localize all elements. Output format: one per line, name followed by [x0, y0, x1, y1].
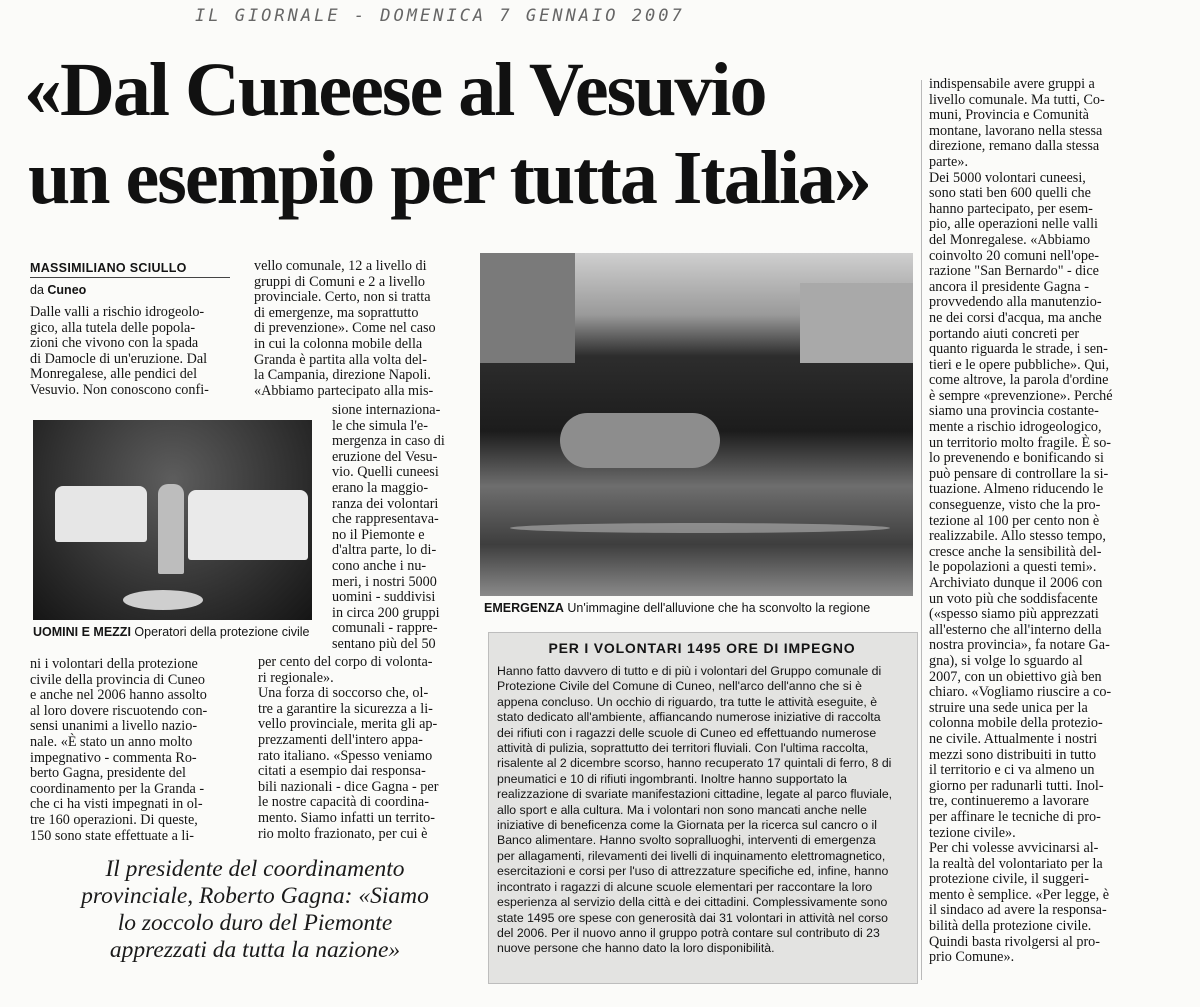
byline: MASSIMILIANO SCIULLO [30, 261, 230, 278]
handwritten-source-note: IL GIORNALE - DOMENICA 7 GENNAIO 2007 [195, 6, 685, 26]
column-1-top-text: Dalle valli a rischio idrogeolo- gico, alla tutela delle popola- zioni che vivono con la spada di Damocle di un'eruzione. Dal Monregalese, alle pendici del Vesuvio. Non conoscono confi- [30, 305, 209, 398]
photo-flood-rescue [480, 253, 913, 596]
photo1-caption [33, 625, 310, 639]
sidebar-body: Hanno fatto davvero di tutto e di più i volontari del Gruppo comunale di Protezione Civile del Comune di Cuneo, nell'arco dell'anno che si è appena concluso. Un occhio di riguardo, tra tutte le attività eseguite, è stato dedicato all'ambiente, affiancando numerose iniziative di raccolta dei rifiuti con i ragazzi delle scuole di Cuneo ed effettuando numerose attività di pulizia, soprattutto dei territori fluviali. Con l'ultima raccolta, risalente al 2 dicembre scorso, hanno recuperato 17 quintali di ferro, 8 di pneumatici e 10 di rifiuti ingombranti. Inoltre hanno supportato la realizzazione di svariate manifestazioni cittadine, legate al parco fluviale, allo sport e alla cultura. Ma i volontari non sono mancati anche nelle iniziative di beneficenza come la Giornata per la ricerca sul cancro o il Banco alimentare. Hanno svolto sopralluoghi, interventi di emergenza per allagamenti, rilevamenti dei livelli di inquinamento elettromagnetico, esercitazioni e corsi per l'uso di attrezzature specifiche ed, infine, hanno incontrato i ragazzi di alcune scuole elementari per raccontare la loro esperienza al servizio della città e dei cittadini. Complessivamente sono state 1495 ore spese con generosità dai 31 volontari in attività nel corso del 2006. Per il nuovo anno il gruppo potrà contare sul contributo di 23 nuove persone che hanno dato la loro disponibilità. [497, 664, 893, 956]
dateline-place: Cuneo [47, 283, 87, 297]
photo-rescue-boat [560, 413, 720, 468]
dateline-prefix: da [30, 283, 44, 297]
photo-building-left [480, 253, 575, 363]
photo-building-right [800, 283, 913, 363]
column-2-bottom-text: per cento del corpo di volonta- ri regionale». Una forza di soccorso che, ol- tre a garantire la sicurezza a li- vello provinciale, merita gli ap- prezzamenti dell'intero appa- rato italiano. «Spesso veniamo citati a esempio dai responsa- bili nazionali - dice Gagna - per le nostre capacità di coordina- mento. Siamo infatti un territo- rio molto frazionato, per cui è [258, 655, 439, 842]
column-2-narrow-text: sione internaziona- le che simula l'e- mergenza in caso di eruzione del Vesu- vio. Quelli cuneesi erano la maggio- ranza dei volontari che rappresentava- no il Piemonte e d'altra parte, lo di- cono anche i nu- meri, i nostri 5000 uomini - suddivisi in circa 200 gruppi comunali - rappre- sentano più del 50 [332, 403, 445, 652]
photo-vehicle-1 [55, 486, 147, 542]
photo2-caption [484, 601, 870, 615]
photo-civil-protection-vehicles [33, 420, 312, 620]
photo-vehicle-2 [188, 490, 308, 560]
photo-person [158, 484, 184, 574]
photo1-caption-text: Operatori della protezione civile [134, 625, 310, 639]
column-1-bottom-text: ni i volontari della protezione civile della provincia di Cuneo e anche nel 2006 hanno assolto al loro dovere riscuotendo con- sensi unanimi a livello nazio- nale. «È stato un anno molto impegnativo - commenta Ro- berto Gagna, presidente del coordinamento per la Granda - che ci ha visti impegnati in ol- tre 160 operazioni. Di queste, 150 sono state effettuate a li- [30, 657, 208, 844]
headline-line-2: un esempio per tutta Italia» [28, 136, 870, 220]
headline-line-1: «Dal Cuneese al Vesuvio [24, 48, 766, 132]
photo-ground-light [123, 590, 203, 610]
pull-quote: Il presidente del coordinamento provinciale, Roberto Gagna: «Siamo lo zoccolo duro del Piemonte apprezzati da tutta la nazione» [81, 856, 429, 963]
photo2-caption-label: EMERGENZA [484, 601, 564, 615]
column-divider [921, 80, 922, 980]
sidebar-title: PER I VOLONTARI 1495 ORE DI IMPEGNO [548, 640, 856, 656]
dateline [30, 283, 86, 297]
photo2-caption-text: Un'immagine dell'alluvione che ha sconvolto la regione [567, 601, 871, 615]
photo1-caption-label: UOMINI E MEZZI [33, 625, 131, 639]
photo-water-ripple [510, 523, 890, 533]
column-4-text: indispensabile avere gruppi a livello comunale. Ma tutti, Co- muni, Provincia e Comunità montane, lavorano nella stessa direzione, remano dalla stessa parte». Dei 5000 volontari cuneesi, sono stati ben 600 quelli che hanno partecipato, per esem- pio, alle operazioni nelle valli del Monregalese. «Abbiamo coinvolto 20 comuni nell'ope- razione "San Bernardo" - dice ancora il presidente Gagna - provvedendo alla manutenzio- ne dei corsi d'acqua, ma anche portando aiuti concreti per quanto riguarda le strade, i sen- tieri e le opere pubbliche». Qui, come altrove, la parola d'ordine è sempre «prevenzione». Perché siamo una provincia costante- mente a rischio idrogeologico, un territorio molto fragile. È so- lo prevenendo e bonificando si può pensare di controllare la si- tuazione. Almeno riducendo le conseguenze, visto che la pro- tezione al 100 per cento non è realizzabile. Allo stesso tempo, cresce anche la sensibilità del- le popolazioni a questi temi». Archiviato dunque il 2006 con un voto più che soddisfacente («spesso siamo più apprezzati all'esterno che all'interno della nostra provincia», fa notare Ga- gna), si volge lo sguardo al 2007, con un obiettivo già ben chiaro. «Vogliamo riuscire a co- struire una sede unica per la colonna mobile della protezio- ne civile. Attualmente i nostri mezzi sono distribuiti in tutto il territorio e ci va almeno un giorno per radunarli tutti. Inol- tre, continueremo a lavorare per affinare le tecniche di pro- tezione civile». Per chi volesse avvicinarsi al- la realtà del volontariato per la protezione civile, il suggeri- mento è semplice. «Per legge, è il sindaco ad avere la responsa- bilità della protezione civile. Quindi basta rivolgersi al pro- prio Comune». [929, 77, 1113, 966]
column-2-top-text: vello comunale, 12 a livello di gruppi di Comuni e 2 a livello provinciale. Certo, non si tratta di emergenze, ma soprattutto di prevenzione». Come nel caso in cui la colonna mobile della Granda è partita alla volta del- la Campania, direzione Napoli. «Abbiamo partecipato alla mis- [254, 259, 436, 399]
